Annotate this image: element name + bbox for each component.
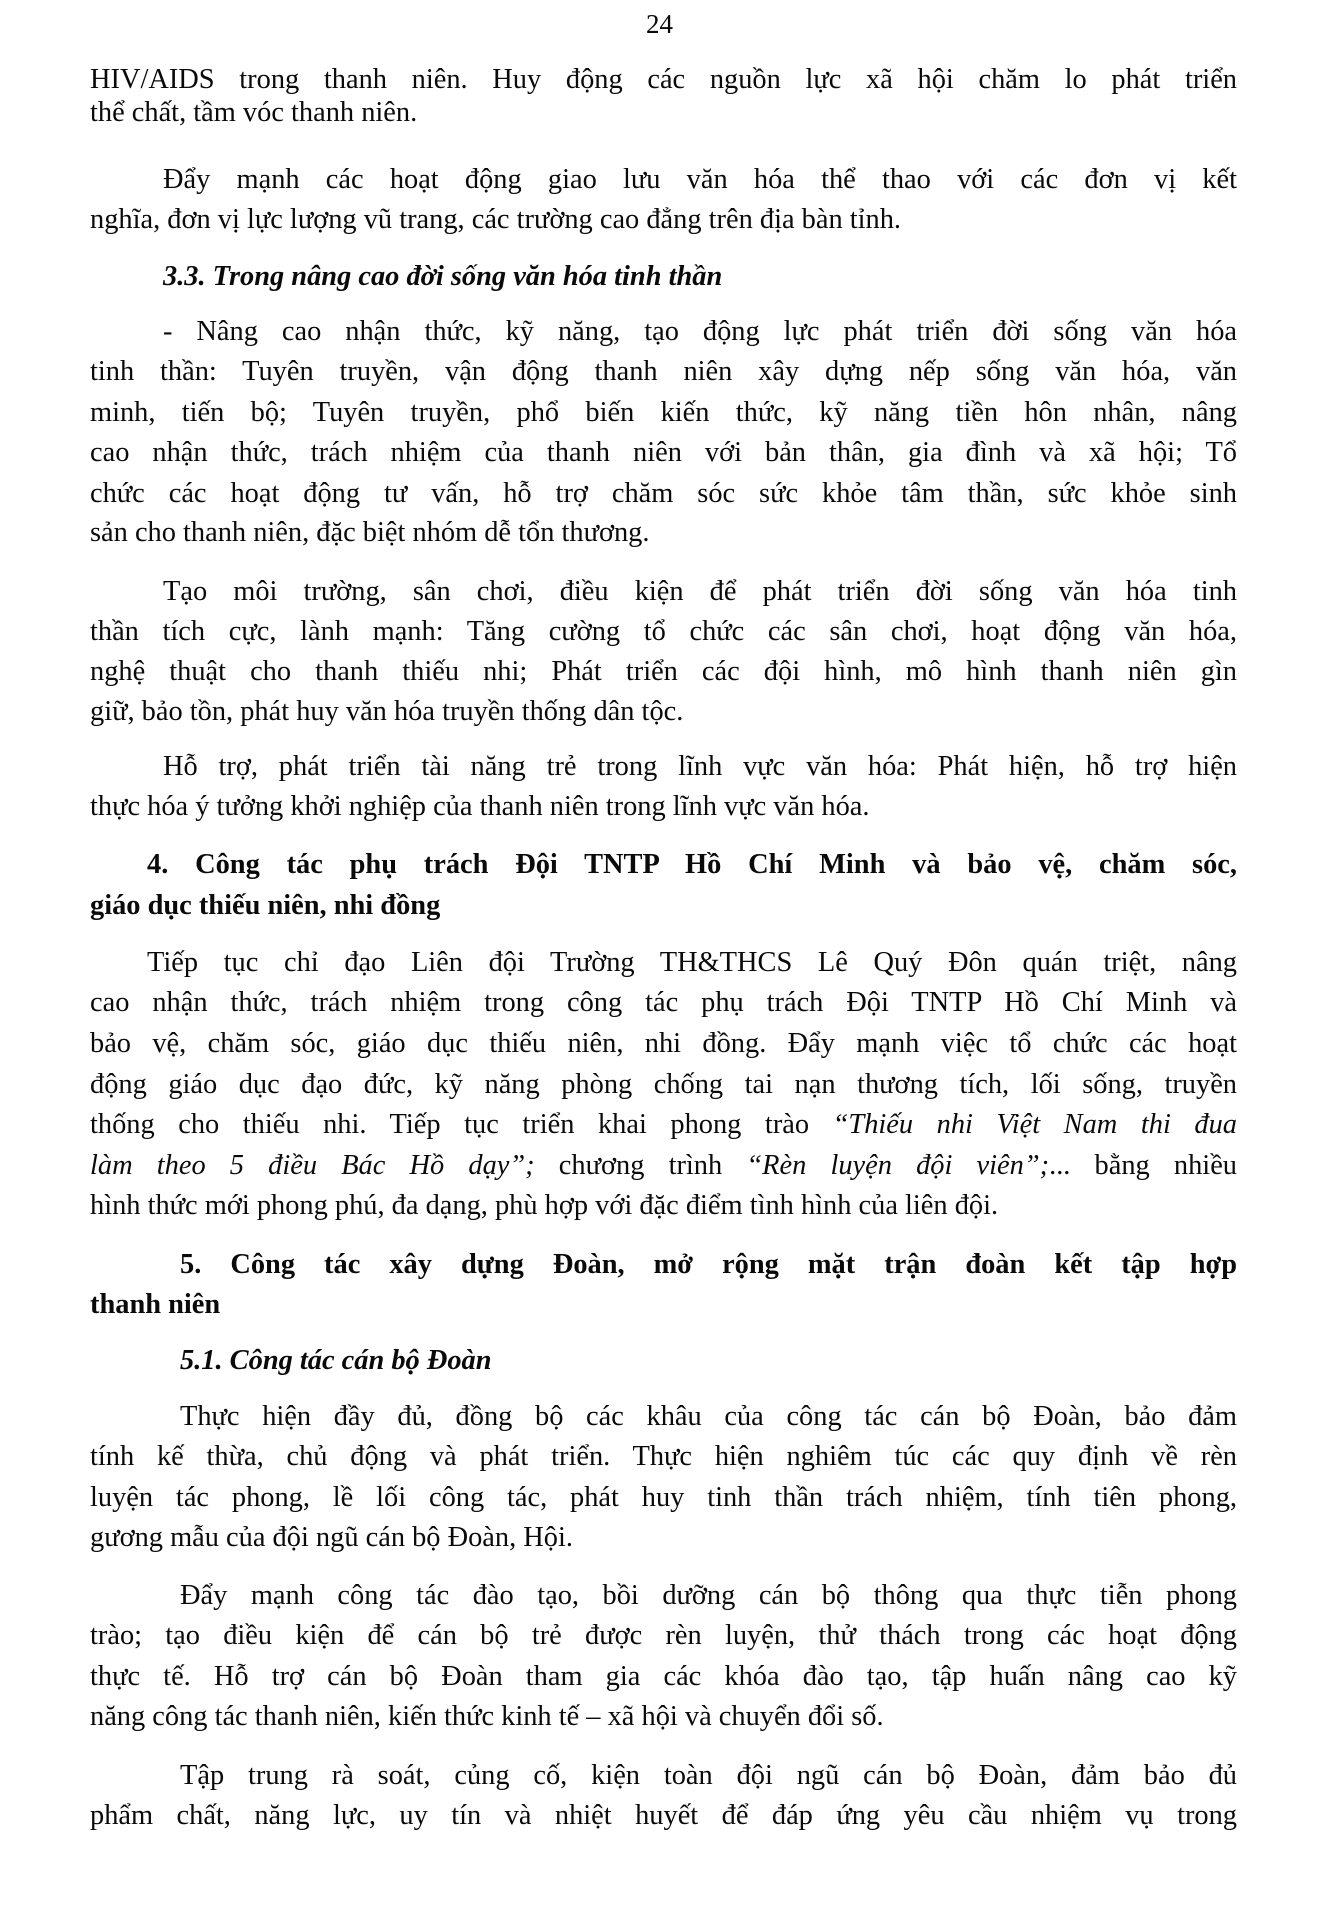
paragraph-line: trào; tạo điều kiện để cán bộ trẻ được rèn luyện, thử thách trong các hoạt động [90,1620,1237,1651]
paragraph-line: nghệ thuật cho thanh thiếu nhi; Phát triển các đội hình, mô hình thanh niên gìn [90,656,1237,687]
paragraph-line: nghĩa, đơn vị lực lượng vũ trang, các trường cao đẳng trên địa bàn tỉnh. [90,204,902,235]
quote-movement-name: “Thiếu nhi Việt Nam thi đua [832,1109,1237,1140]
paragraph-line [90,1146,1237,1186]
paragraph-line: hình thức mới phong phú, đa dạng, phù hợp với đặc điểm tình hình của liên đội. [90,1190,999,1221]
heading-section-4-cont: giáo dục thiếu niên, nhi đồng [90,890,441,921]
paragraph-line: Tiếp tục chỉ đạo Liên đội Trường TH&THCS Lê Quý Đôn quán triệt, nâng [147,947,1237,978]
paragraph-line: chức các hoạt động tư vấn, hỗ trợ chăm sóc sức khỏe tâm thần, sức khỏe sinh [90,478,1237,509]
paragraph-line [90,1105,1237,1145]
paragraph-line: Thực hiện đầy đủ, đồng bộ các khâu của công tác cán bộ Đoàn, bảo đảm [180,1401,1237,1432]
paragraph-line: sản cho thanh niên, đặc biệt nhóm dễ tổn thương. [90,517,650,548]
paragraph-line: cao nhận thức, trách nhiệm của thanh niên với bản thân, gia đình và xã hội; Tổ [90,437,1237,468]
line-text: ... bằng nhiều [1049,1150,1237,1181]
paragraph-line: bảo vệ, chăm sóc, giáo dục thiếu niên, nhi đồng. Đẩy mạnh việc tổ chức các hoạt [90,1028,1237,1059]
heading-section-4: 4. Công tác phụ trách Đội TNTP Hồ Chí Minh và bảo vệ, chăm sóc, [147,849,1237,880]
paragraph-line: thực tế. Hỗ trợ cán bộ Đoàn tham gia các khóa đào tạo, tập huấn nâng cao kỹ [90,1661,1237,1692]
subheading-3-3: 3.3. Trong nâng cao đời sống văn hóa tinh thần [163,261,723,292]
line-text: chương trình [534,1150,747,1181]
paragraph-line: Tập trung rà soát, củng cố, kiện toàn đội ngũ cán bộ Đoàn, đảm bảo đủ [180,1760,1237,1791]
paragraph-line: động giáo dục đạo đức, kỹ năng phòng chống tai nạn thương tích, lối sống, truyền [90,1069,1237,1100]
page-number: 24 [646,9,673,39]
subheading-5-1: 5.1. Công tác cán bộ Đoàn [180,1345,492,1376]
quote-program-name: “Rèn luyện đội viên”; [746,1150,1050,1181]
paragraph-line: tinh thần: Tuyên truyền, vận động thanh niên xây dựng nếp sống văn hóa, văn [90,356,1237,387]
paragraph-line: minh, tiến bộ; Tuyên truyền, phổ biến kiến thức, kỹ năng tiền hôn nhân, nâng [90,397,1237,428]
paragraph-line: thể chất, tầm vóc thanh niên. [90,97,418,128]
paragraph-line: Đẩy mạnh các hoạt động giao lưu văn hóa thể thao với các đơn vị kết [163,164,1237,195]
paragraph-line: - Nâng cao nhận thức, kỹ năng, tạo động lực phát triển đời sống văn hóa [163,316,1237,347]
paragraph-line: gương mẫu của đội ngũ cán bộ Đoàn, Hội. [90,1522,573,1553]
paragraph-line: phẩm chất, năng lực, uy tín và nhiệt huyết để đáp ứng yêu cầu nhiệm vụ trong [90,1800,1237,1831]
paragraph-line: luyện tác phong, lề lối công tác, phát huy tinh thần trách nhiệm, tính tiên phong, [90,1482,1237,1513]
paragraph-line: Đẩy mạnh công tác đào tạo, bồi dưỡng cán bộ thông qua thực tiễn phong [180,1580,1237,1611]
paragraph-line: HIV/AIDS trong thanh niên. Huy động các nguồn lực xã hội chăm lo phát triển [90,64,1237,95]
paragraph-line: cao nhận thức, trách nhiệm trong công tác phụ trách Đội TNTP Hồ Chí Minh và [90,987,1237,1018]
quote-movement-name-cont: làm theo 5 điều Bác Hồ dạy”; [90,1150,535,1181]
heading-section-5: 5. Công tác xây dựng Đoàn, mở rộng mặt trận đoàn kết tập hợp [180,1249,1237,1280]
paragraph-line: năng công tác thanh niên, kiến thức kinh tế – xã hội và chuyển đổi số. [90,1701,884,1732]
heading-section-5-cont: thanh niên [90,1289,221,1320]
paragraph-line: giữ, bảo tồn, phát huy văn hóa truyền thống dân tộc. [90,696,684,727]
paragraph-line: tính kế thừa, chủ động và phát triển. Thực hiện nghiêm túc các quy định về rèn [90,1441,1237,1472]
paragraph-line: thực hóa ý tưởng khởi nghiệp của thanh niên trong lĩnh vực văn hóa. [90,791,870,822]
paragraph-line: Tạo môi trường, sân chơi, điều kiện để phát triển đời sống văn hóa tinh [163,576,1237,607]
line-text: thống cho thiếu nhi. Tiếp tục triển khai phong trào [90,1109,833,1140]
paragraph-line: thần tích cực, lành mạnh: Tăng cường tổ chức các sân chơi, hoạt động văn hóa, [90,616,1237,647]
paragraph-line: Hỗ trợ, phát triển tài năng trẻ trong lĩnh vực văn hóa: Phát hiện, hỗ trợ hiện [163,751,1237,782]
